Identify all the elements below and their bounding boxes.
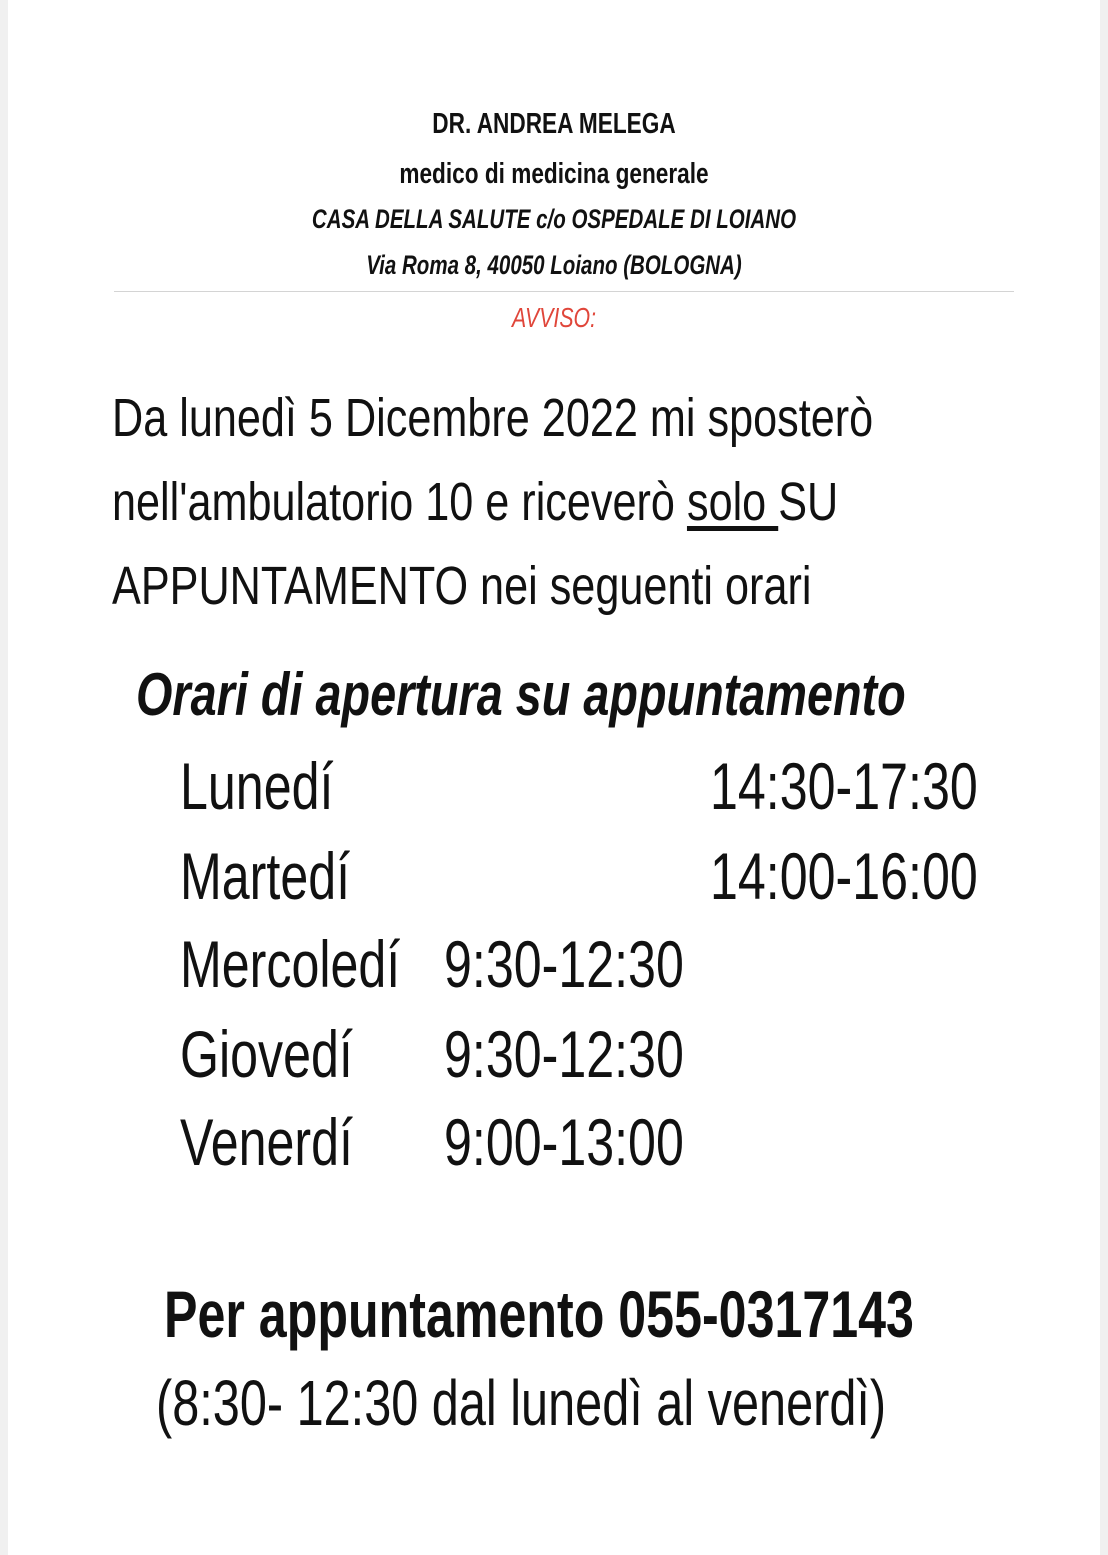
schedule-day-monday: Lunedí <box>180 749 334 823</box>
clinic-address: Via Roma 8, 40050 Loiano (BOLOGNA) <box>366 250 742 280</box>
appointment-hours: (8:30- 12:30 dal lunedì al venerdì) <box>156 1367 887 1439</box>
notice-underlined-word: solo <box>686 472 779 532</box>
notice-line-3: APPUNTAMENTO nei seguenti orari <box>112 556 812 616</box>
notice-page <box>8 0 1100 1555</box>
schedule-hours-monday: 14:30-17:30 <box>710 749 978 823</box>
notice-text <box>112 376 992 628</box>
schedule-day-tuesday: Martedí <box>180 839 351 913</box>
notice-line-2-start: nell'ambulatorio 10 e riceverò <box>112 472 687 532</box>
notice-line-2 <box>112 460 992 544</box>
schedule-title: Orari di apertura su appuntamento <box>136 661 906 728</box>
doctor-role: medico di medicina generale <box>399 158 709 190</box>
appointment-phone: Per appuntamento 055-0317143 <box>164 1277 914 1351</box>
notice-label: AVVISO: <box>512 302 596 333</box>
schedule-hours-tuesday: 14:00-16:00 <box>710 839 978 913</box>
schedule-hours-thursday: 9:30-12:30 <box>444 1017 684 1091</box>
schedule-hours-wednesday: 9:30-12:30 <box>444 927 684 1001</box>
notice-line-1: Da lunedì 5 Dicembre 2022 mi sposterò <box>112 388 874 448</box>
clinic-name: CASA DELLA SALUTE c/o OSPEDALE DI LOIANO <box>311 204 797 234</box>
schedule-day-friday: Venerdí <box>180 1105 353 1179</box>
notice-line-2-end: SU <box>778 472 839 532</box>
doctor-name: DR. ANDREA MELEGA <box>432 108 676 140</box>
schedule-day-thursday: Giovedí <box>180 1017 353 1091</box>
header-divider <box>114 291 1014 292</box>
schedule-hours-friday: 9:00-13:00 <box>444 1105 684 1179</box>
schedule-day-wednesday: Mercoledí <box>180 927 401 1001</box>
